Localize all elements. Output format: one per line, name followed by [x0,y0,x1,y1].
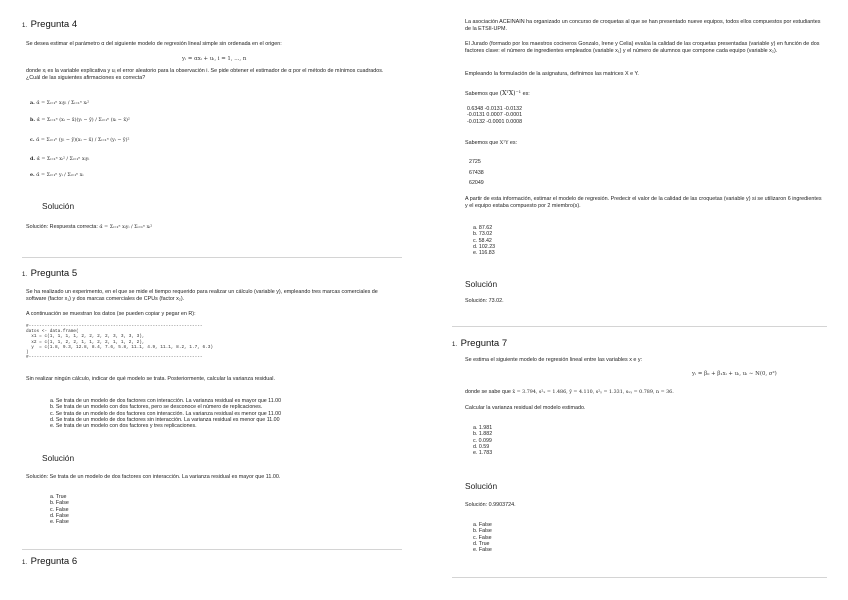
known-xty-line: Sabemos que XᵀY es: [465,140,518,146]
matrix-row: 0.6348 -0.0131 -0.0132 [467,106,523,112]
question-number: 1. [452,342,458,348]
vector-row: 67438 [469,169,484,176]
question-5-solution-title: Solución [42,453,75,463]
question-7-solution-title: Solución [465,481,498,491]
question-title: Pregunta 5 [30,268,78,279]
option-c: c. 0.099 [473,437,492,444]
question-7-model: yᵢ = β₀ + β₁xᵢ + uᵢ, uᵢ ∼ N(0, σ²) [692,371,777,377]
option-b: b. α̂ = Σᵢ₌₁ⁿ (xᵢ − x̄)(yᵢ − ȳ) / Σᵢ₌₁ⁿ (xᵢ − x̄)² [30,117,130,123]
inverse-matrix [467,106,522,125]
question-5-intro: Se ha realizado un experimento, en el que se mide el tiempo requerido para realizar un cálculo (variable y), empleando tres marcas comerciales de software (factor x₁) y dos marcas comerciales de CPUs (factor x₂). [26,289,378,302]
option-d: d. Se trata de un modelo de dos factores sin interacción. La varianza residual es menor que 11.00 [50,416,280,423]
option-d: d. 0.59 [473,443,490,450]
separator [452,577,827,578]
question-6-options [473,225,495,256]
answer-e: e. False [50,519,69,526]
option-c: c. Se trata de un modelo de dos factores con interacción. La varianza residual es menor que 11.00 [50,410,282,417]
question-number: 1. [22,23,28,29]
question-4-model: yᵢ = αxᵢ + uᵢ, i = 1, ..., n [182,56,247,62]
option-c: c. α̂ = Σᵢ₌₁ⁿ (yᵢ − ȳ)(xᵢ − x̄) / Σᵢ₌₁ⁿ (yᵢ − ȳ)² [30,137,130,143]
option-c: c. 58.42 [473,237,492,244]
question-title: Pregunta 4 [30,19,78,30]
xty-vector [469,157,484,189]
question-title: Pregunta 6 [30,556,78,567]
question-number: 1. [22,560,28,566]
separator [22,549,402,550]
answer-c: c. False [473,534,492,541]
answer-d: d. False [50,512,69,519]
vector-row: 62049 [469,180,484,186]
option-e: e. 1.783 [473,450,493,457]
question-7-solution: Solución: 0.9903724. [465,502,516,508]
question-4-solution-title: Solución [42,201,75,211]
answer-b: b. False [473,528,492,535]
question-7-given: donde se sabe que x̄ = 3.794, s²ₓ = 1.486, ȳ = 4.110, s²ᵧ = 1.331, sₓᵧ = 0.789, n = 36. [465,389,674,395]
question-5-answers [50,494,69,525]
question-5-data-intro: A continuación se muestran los datos (se pueden copiar y pegar en R): [26,311,196,317]
question-5-solution: Solución: Se trata de un modelo de dos factores con interacción. La varianza residual es mayor que 11.00. [26,474,281,480]
question-6-heading [22,556,77,567]
question-6-solution: Solución: 73.02. [465,298,504,304]
option-e: e. 116.83 [473,250,495,257]
question-4-solution: Solución: Respuesta correcta: α̂ = Σᵢ₌₁ⁿ xᵢyᵢ / Σᵢ₌₁ⁿ xᵢ² [26,224,153,230]
vector-row: 2725 [469,159,481,165]
separator [452,326,827,327]
answer-e: e. False [473,547,492,554]
question-7-heading [452,338,507,349]
answer-a: a. True [50,494,67,500]
question-5-instruction: Sin realizar ningún cálculo, indicar de qué modelo se trata. Posteriormente, calcular la varianza residual. [26,376,275,382]
question-4-intro: Se desea estimar el parámetro α del siguiente modelo de regresión lineal simple sin ordenada en el origen: [26,41,282,47]
question-5-options [50,398,281,429]
option-a: a. 1.981 [473,425,493,431]
answer-a: a. False [473,522,492,528]
question-6-intro: La asociación ACEINAIN ha organizado un concurso de croquetas al que se han presentado nueve equipos, todos ellos compuestos por estudiantes de la ETSII-UPM. [465,19,821,32]
option-e: e. α̂ = Σᵢ₌₁ⁿ yᵢ / Σᵢ₌₁ⁿ xᵢ [30,172,84,178]
option-d: d. 102.23 [473,243,496,250]
option-a: a. α̂ = Σᵢ₌₁ⁿ xᵢyᵢ / Σᵢ₌₁ⁿ xᵢ² [30,100,90,106]
question-6-jury: El Jurado (formado por los maestros cocineros Gonzalo, Irene y Celia) evalúa la calidad de las croquetas presentadas (variable y) en función de dos factores clave: el número de ingredientes empleados (variable x₁) y el número de alumnos que compone cada equipo (variable x₂). [465,41,820,54]
answer-d: d. True [473,540,490,547]
question-7-options [473,425,492,456]
known-inverse-line: Sabemos que (XᵀX)⁻¹ es: [465,90,530,97]
matrix-row: -0.0131 0.0007 -0.0001 [467,112,523,119]
option-a: a. Se trata de un modelo de dos factores con interacción. La varianza residual es mayor que 11.00 [50,398,282,404]
question-5-code-block[interactable]: #------------------------------------------------------------------ datos <- data.frame( x1 = c(1, 1, 1, 1, 2, 2, 2, 2, 3, 3, 3, 3), x2 = c(1, 1, 2, 2, 1, 1, 2, 2, 1, 1, 2, 2), y = c(1.8, 9.3, 12.8, 8.4, 7.6, 5.8, 11.1, 4.9, 11.1, 8.2, 1.7, 6.3) ) #------------------------------------------------------------------ [26,324,214,361]
question-6-solution-title: Solución [465,279,498,289]
question-4-heading [22,19,77,30]
question-7-answers [473,522,492,553]
answer-b: b. False [50,500,69,507]
option-e: e. Se trata de un modelo con dos factores y tres replicaciones. [50,423,197,430]
question-7-intro: Se estima el siguiente modelo de regresión lineal entre las variables x e y: [465,357,643,363]
separator [22,257,402,258]
question-number: 1. [22,272,28,278]
question-5-heading [22,268,77,279]
question-title: Pregunta 7 [460,338,508,349]
option-d: d. α̂ = Σᵢ₌₁ⁿ xᵢ² / Σᵢ₌₁ⁿ xᵢyᵢ [30,156,90,162]
answer-c: c. False [50,506,69,513]
option-a: a. 87.62 [473,225,493,231]
question-6-matrices: Empleando la formulación de la asignatura, definimos las matrices X e Y. [465,71,639,77]
option-b: b. Se trata de un modelo con dos factores, pero se desconoce el número de replicaciones. [50,404,263,411]
matrix-row: -0.0132 -0.0001 0.0008 [467,118,523,125]
question-6-task: A partir de esta información, estimar el modelo de regresión. Predecir el valor de la calidad de las croquetas (variable y) si se utilizaron 6 ingredientes y el equipo estaba compuesto por 2 miembro(s). [465,196,822,209]
question-4-description: donde xᵢ es la variable explicativa y uᵢ el error aleatorio para la observación i. Se pide obtener el estimador de α por el método de mínimos cuadrados. ¿Cuál de las siguientes afirmaciones es correcta? [26,68,384,81]
option-b: b. 1.882 [473,431,493,438]
option-b: b. 73.02 [473,231,493,238]
question-7-task: Calcular la varianza residual del modelo estimado. [465,405,586,411]
